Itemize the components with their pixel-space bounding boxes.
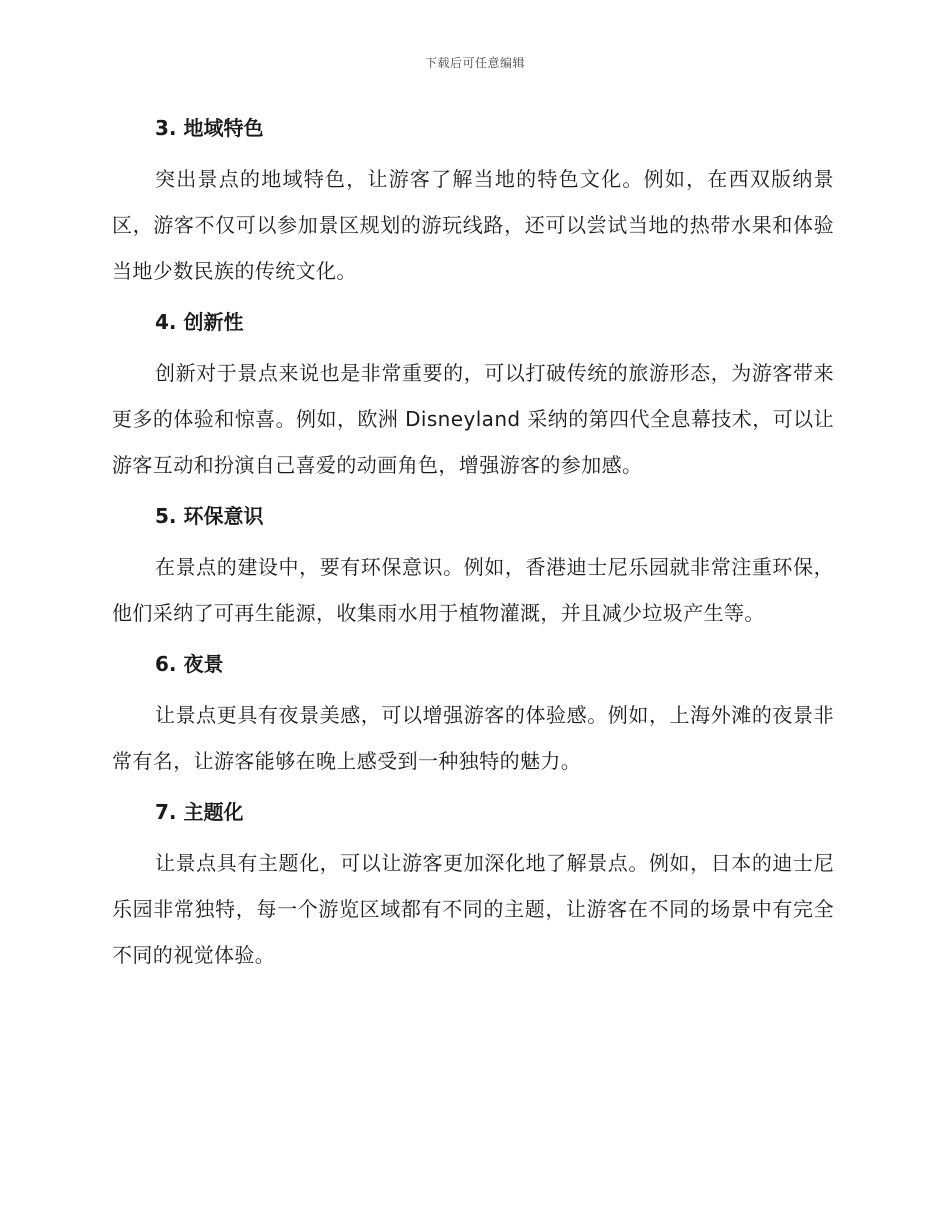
section-5 xyxy=(112,500,834,636)
section-heading: 3. 地域特色 xyxy=(155,116,264,140)
page-header: 下载后可任意编辑 xyxy=(424,56,525,70)
section-4 xyxy=(112,306,834,488)
section-3 xyxy=(112,112,834,294)
section-paragraph: 突出景点的地域特色，让游客了解当地的特色文化。例如，在西双版纳景区，游客不仅可以参加景区规划的游玩线路，还可以尝试当地的热带水果和体验当地少数民族的传统文化。 xyxy=(112,167,834,283)
document-body xyxy=(112,112,834,990)
section-paragraph: 让景点具有主题化，可以让游客更加深化地了解景点。例如，日本的迪士尼乐园非常独特，每一个游览区域都有不同的主题，让游客在不同的场景中有完全不同的视觉体验。 xyxy=(112,851,834,967)
section-heading: 5. 环保意识 xyxy=(155,504,264,528)
section-paragraph: 让景点更具有夜景美感，可以增强游客的体验感。例如，上海外滩的夜景非常有名，让游客能够在晚上感受到一种独特的魅力。 xyxy=(112,703,834,773)
section-6 xyxy=(112,648,834,784)
section-heading: 7. 主题化 xyxy=(155,800,244,824)
section-heading: 6. 夜景 xyxy=(155,652,224,676)
section-7 xyxy=(112,796,834,978)
section-paragraph: 在景点的建设中，要有环保意识。例如，香港迪士尼乐园就非常注重环保，他们采纳了可再生能源，收集雨水用于植物灌溉，并且减少垃圾产生等。 xyxy=(112,555,834,625)
section-heading: 4. 创新性 xyxy=(155,310,244,334)
section-paragraph: 创新对于景点来说也是非常重要的，可以打破传统的旅游形态，为游客带来更多的体验和惊喜。例如，欧洲 Disneyland 采纳的第四代全息幕技术，可以让游客互动和扮演自己喜爱的动画角色，增强游客的参加感。 xyxy=(112,361,834,477)
